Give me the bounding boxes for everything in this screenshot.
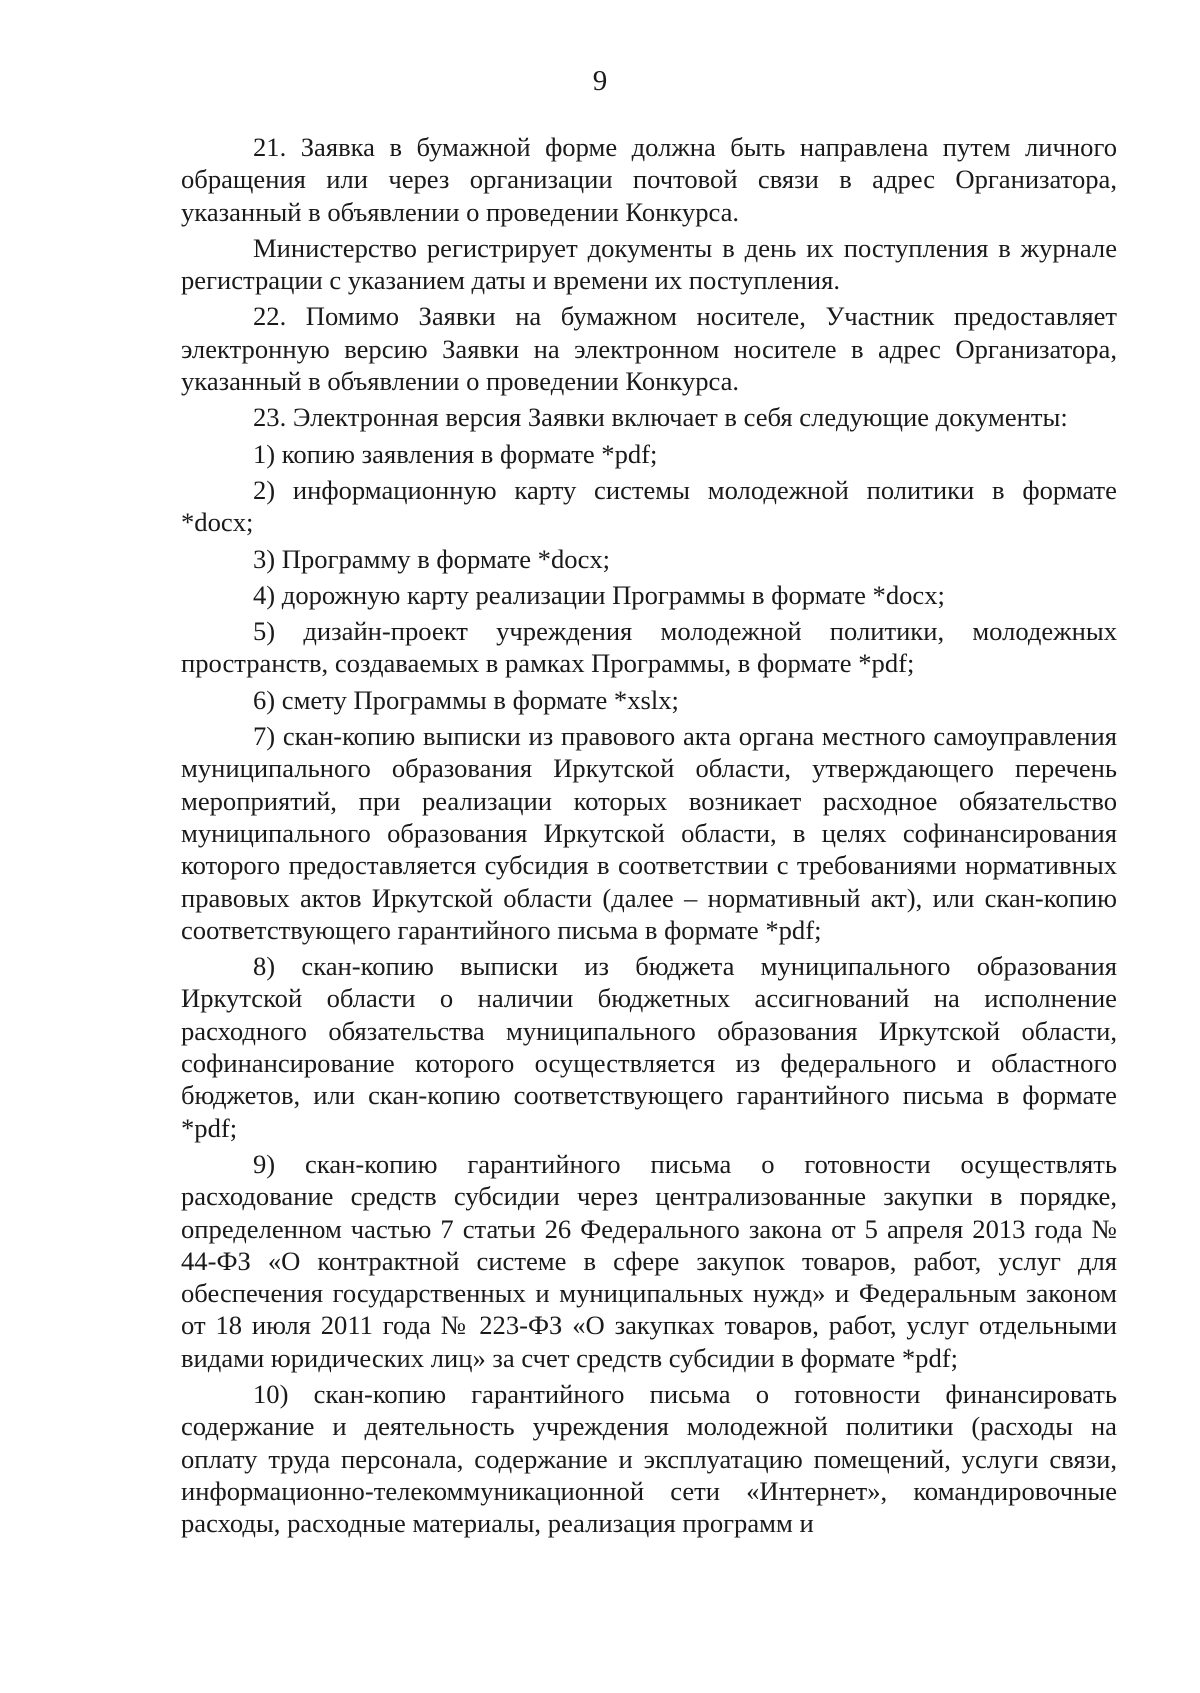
paragraph-ministry-registration: Министерство регистрирует документы в день их поступления в журнале регистрации с указанием даты и времени их поступления.: [181, 232, 1117, 296]
list-item-1: 1) копию заявления в формате *pdf;: [253, 438, 658, 469]
paragraph-21: 21. Заявка в бумажной форме должна быть направлена путем личного обращения или через организации почтовой связи в адрес Организатора, указанный в объявлении о проведении Конкурса.: [181, 132, 1117, 227]
list-item-5: 5) дизайн-проект учреждения молодежной политики, молодежных пространств, создаваемых в рамках Программы, в формате *pdf;: [181, 616, 1117, 679]
document-body: [181, 131, 1117, 1539]
list-item-9: 9) скан-копию гарантийного письма о готовности осуществлять расходование средств субсидии через централизованные закупки в порядке, определенном частью 7 статьи 26 Федерального закона от 5 апреля 2013 года № 44-ФЗ «О контрактной системе в сфере закупок товаров, работ, услуг для обеспечения государственных и муниципальных нужд» и Федеральным законом от 18 июля 2011 года № 223-ФЗ «О закупках товаров, работ, услуг отдельными видами юридических лиц» за счет средств субсидии в формате *pdf;: [181, 1148, 1117, 1373]
list-item-6: 6) смету Программы в формате *xslx;: [253, 684, 679, 715]
list-item-7: 7) скан-копию выписки из правового акта органа местного самоуправления муниципального образования Иркутской области, утверждающего перечень мероприятий, при реализации которых возникает расходное обязательство муниципального образования Иркутской области, в целях софинансирования которого предоставляется субсидия в соответствии с требованиями нормативных правовых актов Иркутской области (далее – нормативный акт), или скан-копию соответствующего гарантийного письма в формате *pdf;: [181, 721, 1117, 945]
list-item-2: 2) информационную карту системы молодежной политики в формате *docx;: [181, 474, 1117, 538]
page-number: 9: [592, 65, 608, 97]
paragraph-23: 23. Электронная версия Заявки включает в себя следующие документы:: [253, 402, 1068, 433]
paragraph-22: 22. Помимо Заявки на бумажном носителе, Участник предоставляет электронную версию Заявки на электронном носителе в адрес Организатора, указанный в объявлении о проведении Конкурса.: [181, 301, 1117, 397]
list-item-8: 8) скан-копию выписки из бюджета муниципального образования Иркутской области о наличии бюджетных ассигнований на исполнение расходного обязательства муниципального образования Иркутской области, софинансирование которого осуществляется из федерального и областного бюджетов, или скан-копию соответствующего гарантийного письма в формате *pdf;: [181, 951, 1117, 1143]
list-item-4: 4) дорожную карту реализации Программы в формате *docx;: [253, 579, 945, 610]
list-item-3: 3) Программу в формате *docx;: [253, 543, 611, 574]
list-item-10: 10) скан-копию гарантийного письма о готовности финансировать содержание и деятельность учреждения молодежной политики (расходы на оплату труда персонала, содержание и эксплуатацию помещений, услуги связи, информационно-телекоммуникационной сети «Интернет», командировочные расходы, расходные материалы, реализация программ и: [181, 1378, 1117, 1539]
